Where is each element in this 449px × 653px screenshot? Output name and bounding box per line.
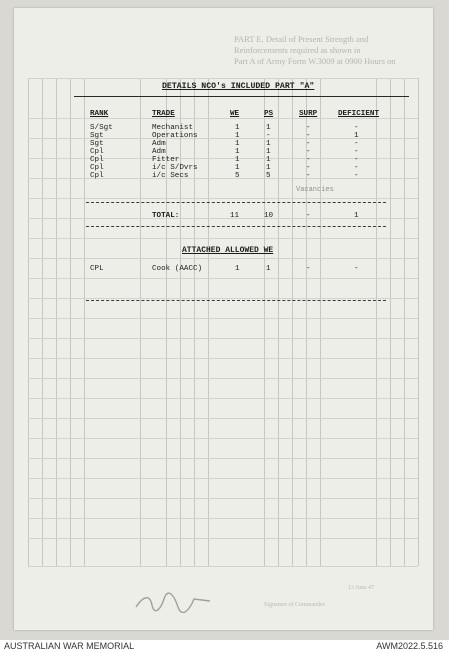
cell-rank: S/Sgt <box>90 124 113 132</box>
cell-we: 1 <box>235 140 240 148</box>
page-title: DETAILS NCO's INCLUDED PART "A" <box>162 82 315 91</box>
cell-ps: 1 <box>266 124 271 132</box>
cell-deficient: - <box>354 124 359 132</box>
accession-number: AWM2022.5.516 <box>376 641 443 651</box>
cell-rank: Sgt <box>90 132 104 140</box>
cell-ps: 5 <box>266 172 271 180</box>
cell-deficient: - <box>354 164 359 172</box>
attached-trade: Cook (AACC) <box>152 265 203 273</box>
typed-details <box>14 8 433 630</box>
cell-rank: Cpl <box>90 156 104 164</box>
cell-ps: 1 <box>266 164 271 172</box>
attached-rank: CPL <box>90 265 104 273</box>
caption-bar <box>0 640 449 653</box>
header-surp: SURP <box>299 110 318 118</box>
attached-surp: - <box>306 265 311 273</box>
cell-deficient: - <box>354 140 359 148</box>
document-sheet <box>14 8 433 630</box>
cell-we: 5 <box>235 172 240 180</box>
cell-trade: Operations <box>152 132 198 140</box>
cell-we: 1 <box>235 124 240 132</box>
attached-bottom-rule <box>86 300 386 301</box>
attached-we: 1 <box>235 265 240 273</box>
cell-trade: Adm <box>152 140 166 148</box>
header-ps: PS <box>264 110 274 118</box>
total-bottom-rule <box>86 226 386 227</box>
header-we: WE <box>230 110 240 118</box>
cell-ps: 1 <box>266 148 271 156</box>
cell-surp: - <box>306 156 311 164</box>
cell-rank: Sgt <box>90 140 104 148</box>
institution-caption: AUSTRALIAN WAR MEMORIAL <box>4 641 135 651</box>
form-header-line: Part A of Army Form W.3009 at 0900 Hours on <box>234 56 396 66</box>
title-rule <box>74 96 409 97</box>
footer-date: 13 June 47 <box>348 585 374 591</box>
signature-scribble <box>134 591 214 613</box>
total-ps: 10 <box>264 212 274 220</box>
cell-trade: Mechanist <box>152 124 194 132</box>
cell-deficient: - <box>354 156 359 164</box>
cell-surp: - <box>306 172 311 180</box>
cell-rank: Cpl <box>90 148 104 156</box>
signature-label: Signature of Commander <box>264 602 325 608</box>
cell-surp: - <box>306 124 311 132</box>
total-we: 11 <box>230 212 240 220</box>
cell-we: 1 <box>235 148 240 156</box>
cell-surp: - <box>306 148 311 156</box>
cell-ps: - <box>266 132 271 140</box>
cell-ps: 1 <box>266 140 271 148</box>
cell-deficient: 1 <box>354 132 359 140</box>
cell-trade: i/c S/Dvrs <box>152 164 198 172</box>
total-deficient: 1 <box>354 212 359 220</box>
cell-surp: - <box>306 132 311 140</box>
header-trade: TRADE <box>152 110 175 118</box>
total-surp: - <box>306 212 311 220</box>
cell-trade: i/c Secs <box>152 172 189 180</box>
attached-deficient: - <box>354 265 359 273</box>
cell-we: 1 <box>235 156 240 164</box>
cell-rank: Cpl <box>90 164 104 172</box>
total-label: TOTAL: <box>152 212 180 220</box>
total-top-rule <box>86 202 386 203</box>
cell-deficient: - <box>354 148 359 156</box>
vacancies-stamp: Vacancies <box>296 186 334 194</box>
cell-trade: Fitter <box>152 156 180 164</box>
cell-trade: Adm <box>152 148 166 156</box>
cell-we: 1 <box>235 164 240 172</box>
cell-deficient: - <box>354 172 359 180</box>
cell-surp: - <box>306 140 311 148</box>
header-rank: RANK <box>90 110 109 118</box>
attached-section-title: ATTACHED ALLOWED WE <box>182 246 274 255</box>
cell-we: 1 <box>235 132 240 140</box>
cell-surp: - <box>306 164 311 172</box>
attached-ps: 1 <box>266 265 271 273</box>
cell-rank: Cpl <box>90 172 104 180</box>
form-header-line: PART E. Detail of Present Strength and Reinforcements required as shown in <box>234 34 369 55</box>
header-deficient: DEFICIENT <box>338 110 380 118</box>
cell-ps: 1 <box>266 156 271 164</box>
